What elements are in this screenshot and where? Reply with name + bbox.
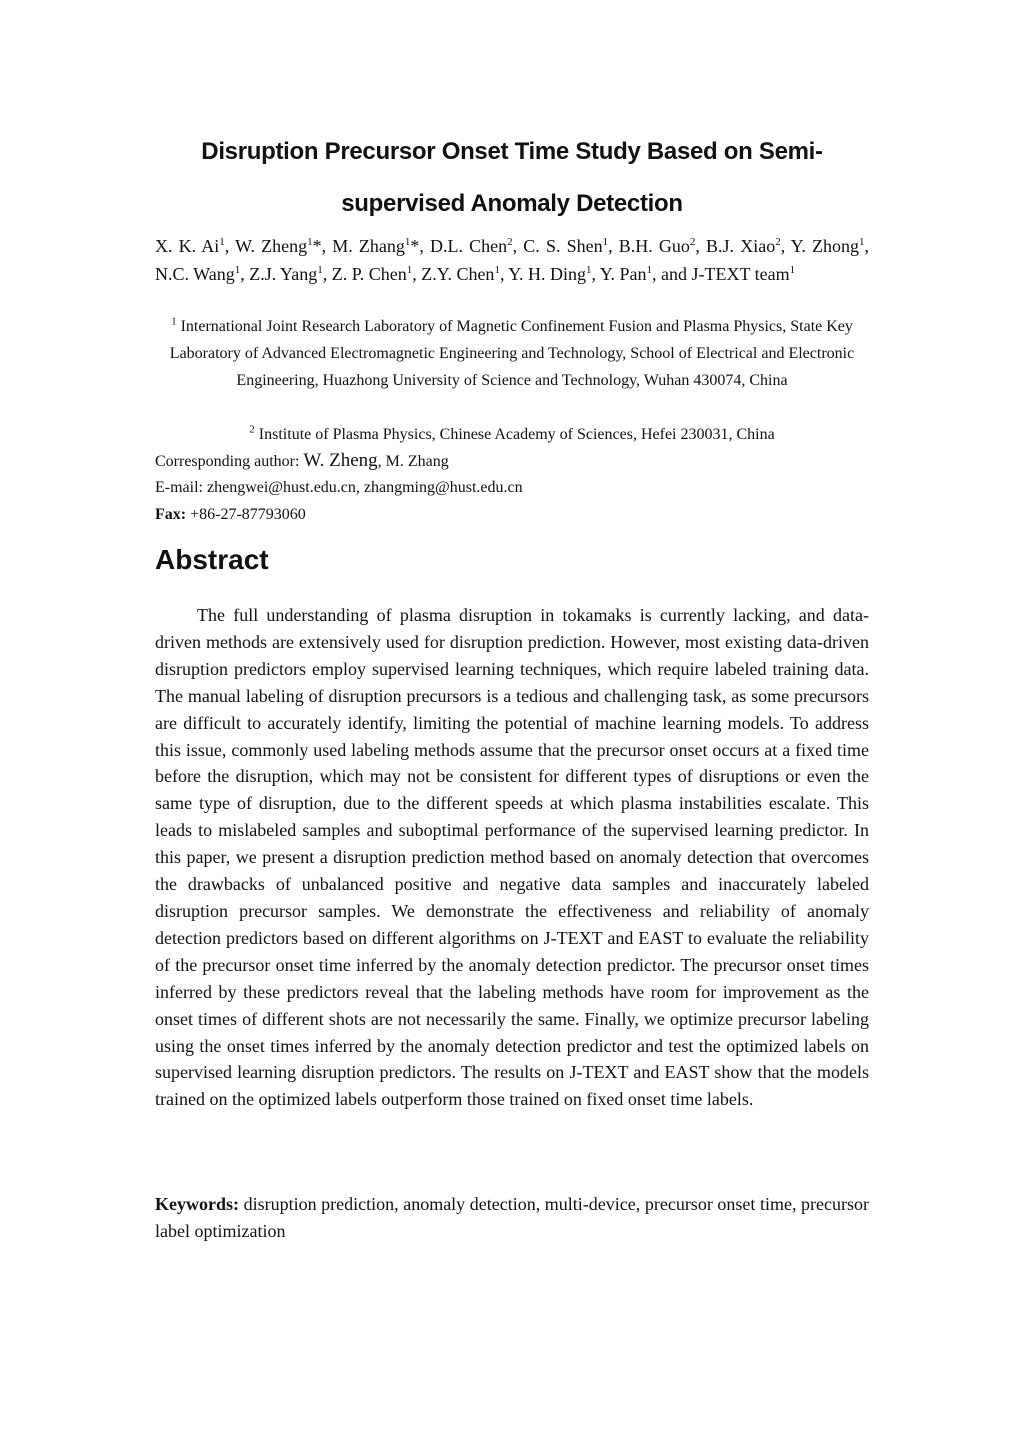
author-separator: , [224,236,236,256]
email-addresses: zhengwei@hust.edu.cn, zhangming@hust.edu.cn [206,479,523,496]
author-separator: , [240,263,250,284]
author-name: Y. Pan [599,263,647,284]
author-affiliation-marker: 1 [585,263,592,276]
author-separator: , [591,263,600,284]
abstract-body: The full understanding of plasma disruption in tokamaks is currently lacking, and data-driven methods are extensively used for disruption prediction. However, most existing data-driven disruption predictors employ supervised learning techniques, which require labeled training data. The manual labeling of disruption precursors is a tedious and challenging task, as some precursors are difficult to accurately identify, limiting the potential of machine learning models. To address this issue, commonly used labeling methods assume that the precursor onset occurs at a fixed time before the disruption, which may not be consistent for different types of disruptions or even the same type of disruption, due to the different speeds at which plasma instabilities escalate. This leads to mislabeled samples and suboptimal performance of the supervised learning predictor. In this paper, we present a disruption prediction method based on anomaly detection that overcomes the drawbacks of unbalanced positive and negative data samples and inaccurately labeled disruption precursor samples. We demonstrate the effectiveness and reliability of anomaly detection predictors based on different algorithms on J-TEXT and EAST to evaluate the reliability of the precursor onset time inferred by the anomaly detection predictor. The precursor onset times inferred by these predictors reveal that the labeling methods have room for improvement as the onset times of different shots are not necessarily the same. Finally, we optimize precursor labeling using the onset times inferred by the anomaly detection predictor and test the optimized labels on supervised learning disruption predictors. The results on J-TEXT and EAST show that the models trained on the optimized labels outperform those trained on fixed onset time labels. [155,605,869,1110]
author-separator: , [322,263,332,284]
author-affiliation-marker: 2 [507,236,513,248]
author-name: Z.J. Yang [249,263,318,284]
author-separator: , [780,236,791,256]
affiliation-1-text: International Joint Research Laboratory of Magnetic Confinement Fusion and Plasma Physics, State Key Laboratory of Advanced Electromagnetic Engineering and Technology, School of Electrical and Electronic Engineering, Huazhong University of Science and Technology, Wuhan 430074, China [169,318,855,389]
paper-title-line-2: supervised Anomaly Detection [341,190,683,217]
author-affiliation-marker: 1 [789,263,796,276]
keywords-text: disruption prediction, anomaly detection, multi-device, precursor onset time, precursor label optimization [155,1194,869,1241]
author-name: Z. P. Chen [331,263,407,284]
author-separator: , [695,236,707,256]
author-list [155,233,869,288]
fax-line [155,502,869,528]
corresponding-label: Corresponding author: [155,453,304,470]
author-separator: , and [652,263,692,284]
author-name: B.H. Guo [618,236,690,256]
author-affiliation-marker: 1 [406,263,413,276]
author-separator: , [864,236,869,256]
author-separator: *, [312,236,333,256]
author-affiliation-marker: 2 [689,236,696,248]
keywords-label: Keywords: [155,1194,239,1214]
keywords-line [155,1191,869,1245]
author-separator: *, [410,236,431,256]
author-name: Z.Y. Chen [421,263,495,284]
affiliation-1 [150,313,874,394]
email-label: E-mail: [155,479,207,496]
fax-label: Fax: [155,506,187,523]
author-name: D.L. Chen [430,236,508,256]
affiliation-2 [150,421,874,448]
author-name: X. K. Ai [155,236,220,256]
author-affiliation-marker: 1 [307,236,313,248]
author-affiliation-marker: 1 [234,263,241,276]
affiliation-2-marker: 2 [249,423,255,436]
author-name: Y. H. Ding [508,263,586,284]
author-separator: , [412,263,422,284]
author-affiliation-marker: 2 [775,236,781,248]
author-name: W. Zheng [235,236,308,256]
author-separator: , [608,236,619,256]
corresponding-name-2: M. Zhang [385,453,449,470]
author-separator: , [499,263,509,284]
author-name: B.J. Xiao [706,236,776,256]
author-affiliation-marker: 1 [646,263,652,276]
corresponding-name-1: W. Zheng [303,450,378,471]
author-affiliation-marker: 1 [859,236,865,248]
author-affiliation-marker: 1 [404,236,411,248]
author-affiliation-marker: 1 [219,236,225,248]
fax-number: +86-27-87793060 [186,506,306,523]
affiliation-2-text: Institute of Plasma Physics, Chinese Academy of Sciences, Hefei 230031, China [258,426,775,443]
author-name: Y. Zhong [790,236,859,256]
author-name: C. S. Shen [523,236,603,256]
author-affiliation-marker: 1 [602,236,609,248]
author-name: M. Zhang [332,236,405,256]
email-line [155,475,869,501]
affiliation-1-marker: 1 [171,315,177,328]
author-name: J-TEXT team [691,263,790,284]
author-affiliation-marker: 1 [494,263,500,276]
author-separator: , [512,236,524,256]
paper-title-line-1: Disruption Precursor Onset Time Study Based on Semi- [201,138,823,165]
author-affiliation-marker: 1 [317,263,323,276]
abstract-heading: Abstract [155,544,269,575]
corresponding-author [155,448,869,475]
corresponding-separator: , [377,453,386,470]
author-name: N.C. Wang [155,263,235,284]
